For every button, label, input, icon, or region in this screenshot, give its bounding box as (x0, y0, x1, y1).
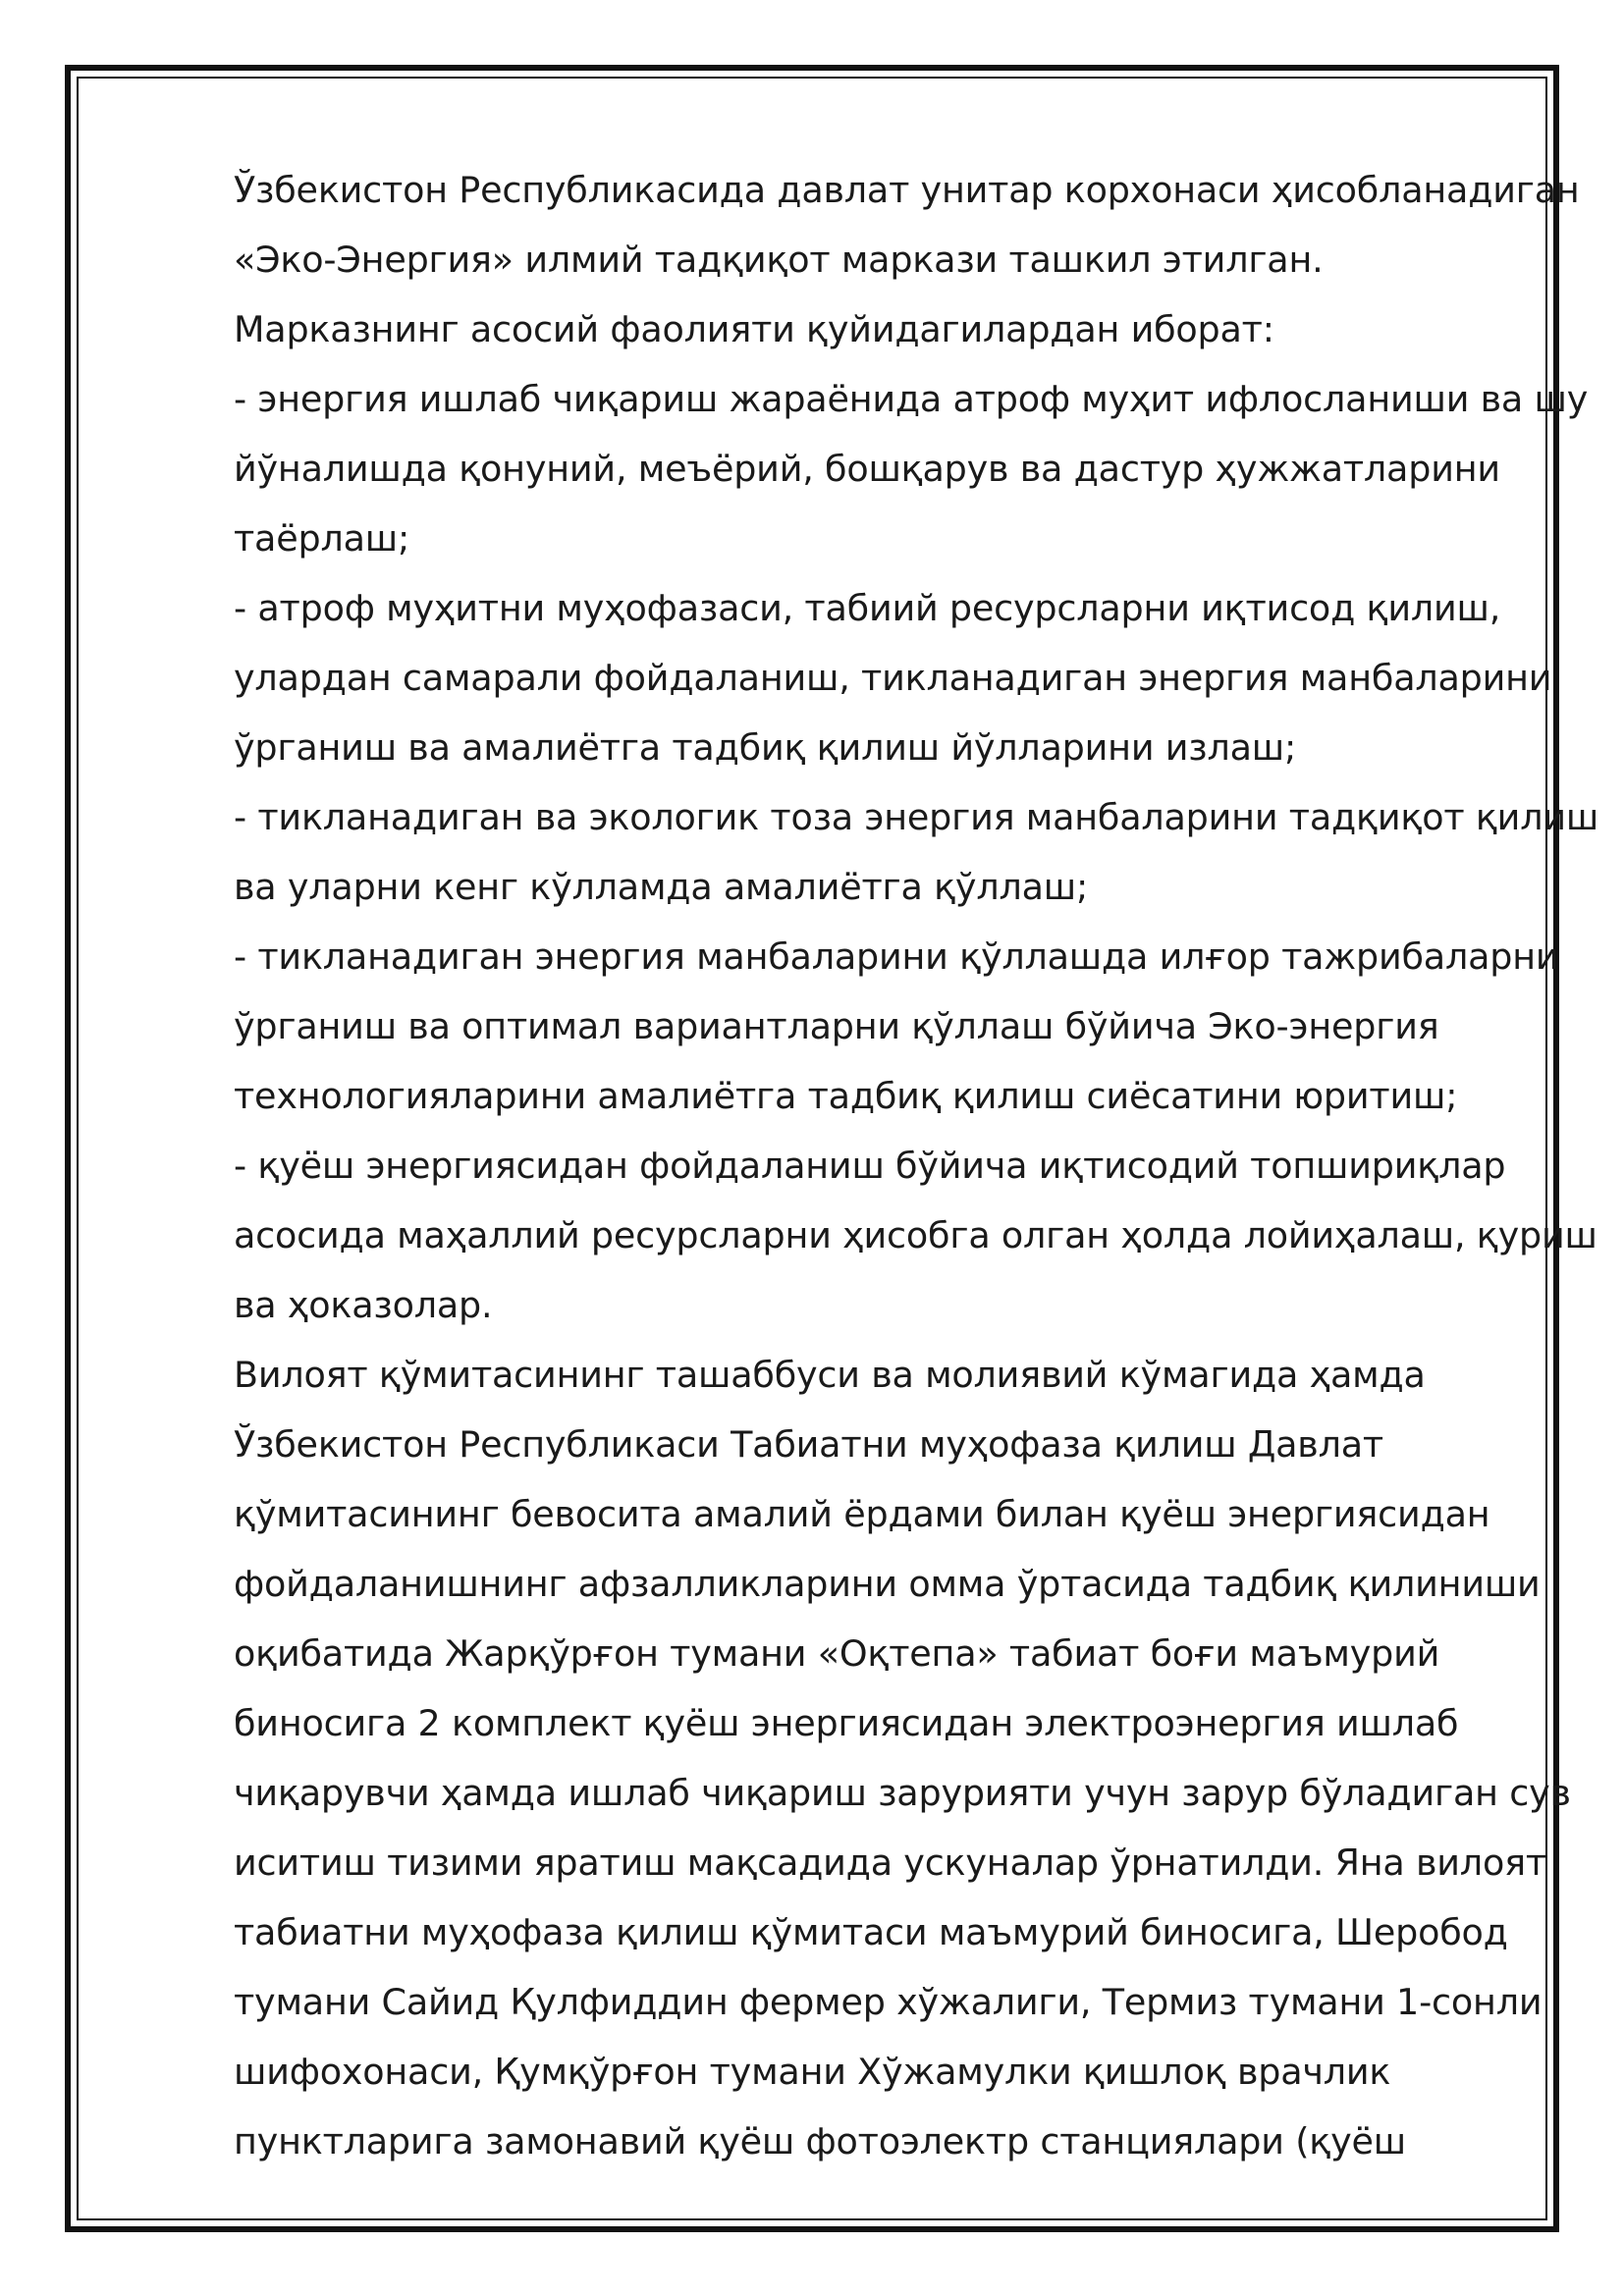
text-line: фойдаланишнинг афзалликларини омма ўртасида тадбиқ қилиниши (234, 1563, 1541, 1605)
text-line: - қуёш энергиясидан фойдаланиш бўйича иқтисодий топшириқлар (234, 1145, 1506, 1187)
text-line: - тикланадиган энергия манбаларини қўллашда илғор тажрибаларни (234, 935, 1559, 978)
text-line: йўналишда қонуний, меъёрий, бошқарув ва дастур ҳужжатларини (234, 448, 1500, 490)
text-line: таёрлаш; (234, 517, 410, 560)
document-body (234, 155, 1599, 2176)
text-line: шифохонаси, Қумқўрғон тумани Хўжамулки қишлоқ врачлик (234, 2051, 1391, 2093)
text-line: табиатни муҳофаза қилиш қўмитаси маъмурий биносига, Шеробод (234, 1911, 1508, 1953)
text-line: қўмитасининг бевосита амалий ёрдами билан қуёш энергиясидан (234, 1493, 1490, 1535)
text-line: Марказнинг асосий фаолияти қуйидагилардан иборат: (234, 308, 1274, 350)
text-line: - тикланадиган ва экологик тоза энергия манбаларини тадқиқот қилиш (234, 796, 1599, 838)
text-line: ўрганиш ва оптимал вариантларни қўллаш бўйича Эко-энергия (234, 1005, 1439, 1047)
text-line: - атроф муҳитни муҳофазаси, табиий ресурсларни иқтисод қилиш, (234, 587, 1501, 629)
text-line: - энергия ишлаб чиқариш жараёнида атроф муҳит ифлосланиши ва шу (234, 378, 1589, 420)
text-line: биносига 2 комплект қуёш энергиясидан электроэнергия ишлаб (234, 1702, 1459, 1744)
text-line: асосида маҳаллий ресурсларни ҳисобга олган ҳолда лойиҳалаш, қуриш (234, 1214, 1597, 1256)
text-line: «Эко-Энергия» илмий тадқиқот маркази ташкил этилган. (234, 239, 1324, 281)
text-line: ўрганиш ва амалиётга тадбиқ қилиш йўлларини излаш; (234, 726, 1297, 769)
text-line: ва уларни кенг кўлламда амалиётга қўллаш; (234, 866, 1089, 908)
text-line: технологияларини амалиётга тадбиқ қилиш сиёсатини юритиш; (234, 1075, 1458, 1117)
text-line: пунктларига замонавий қуёш фотоэлектр станциялари (қуёш (234, 2120, 1406, 2163)
text-line: оқибатида Жарқўрғон тумани «Оқтепа» табиат боғи маъмурий (234, 1632, 1440, 1675)
text-line: чиқарувчи ҳамда ишлаб чиқариш зарурияти учун зарур бўладиган сув (234, 1772, 1571, 1814)
text-line: Вилоят қўмитасининг ташаббуси ва молиявий кўмагида ҳамда (234, 1354, 1426, 1396)
text-line: иситиш тизими яратиш мақсадида ускуналар ўрнатилди. Яна вилоят (234, 1842, 1546, 1884)
text-line: тумани Сайид Қулфиддин фермер хўжалиги, Термиз тумани 1-сонли (234, 1981, 1543, 2023)
text-line: Ўзбекистон Республикаси Табиатни муҳофаза қилиш Давлат (234, 1423, 1383, 1466)
text-line: Ўзбекистон Республикасида давлат унитар корхонаси ҳисобланадиган (234, 169, 1580, 211)
text-line: улардан самарали фойдаланиш, тикланадиган энергия манбаларини (234, 657, 1552, 699)
text-line: ва ҳоказолар. (234, 1284, 493, 1326)
